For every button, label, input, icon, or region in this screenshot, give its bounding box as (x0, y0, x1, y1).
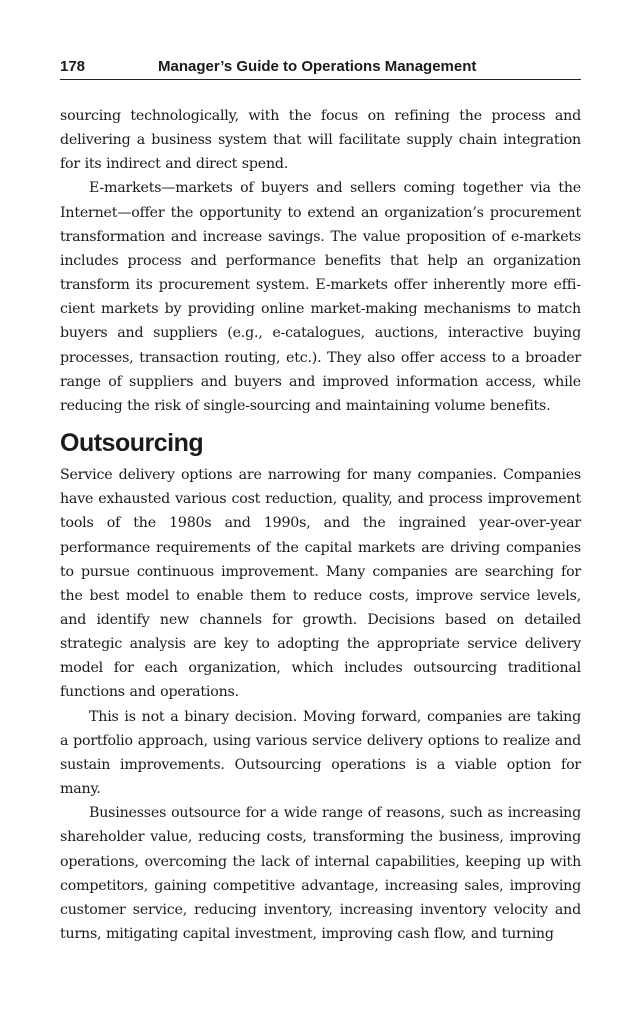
running-title: Manager’s Guide to Operations Management (158, 58, 477, 75)
page-number: 178 (60, 58, 86, 75)
section-heading-outsourcing: Outsourcing (60, 429, 204, 458)
page-body (60, 104, 581, 946)
paragraph-service-delivery: Service delivery options are narrowing for many companies. Companies have exhausted various cost reduction, quality, and process improvement tools of the 1980s and 1990s, and the ingrained year-over-year performance requirements of the capital markets are driving companies to pursue continuous improvement. Many companies are searching for the best model to enable them to reduce costs, improve service levels, and identify new channels for growth. Decisions based on detailed strategic analysis are key to adopting the appropriate service delivery model for each organization, which includes outsourcing traditional functions and operations. (60, 467, 581, 701)
book-page (60, 0, 581, 1024)
paragraph-continued: sourcing technologically, with the focus on refining the process and delivering a business system that will facilitate supply chain integration for its indirect and direct spend. (60, 108, 581, 173)
paragraph-e-markets: E-markets—markets of buyers and sellers coming together via the Internet—offer the opportunity to extend an organization’s procurement transformation and increase savings. The value proposition of e-markets includes process and performance benefits that help an organization transform its procurement system. E-markets offer inherently more efficient markets by providing online market-making mechanisms to match buyers and suppliers (e.g., e-catalogues, auctions, interactive buying processes, transaction routing, etc.). They also offer access to a broader range of suppliers and buyers and improved information access, while reducing the risk of single-sourcing and maintaining volume benefits. (60, 180, 581, 414)
paragraph-outsource-reasons: Businesses outsource for a wide range of reasons, such as increasing shareholder value, reducing costs, transforming the business, improving operations, overcoming the lack of internal capabilities, keeping up with competitors, gaining competitive advantage, increasing sales, improving customer service, reducing inventory, increasing inventory velocity and turns, mitigating capital investment, improving cash flow, and turning (60, 805, 581, 942)
running-header (60, 57, 581, 80)
paragraph-binary-decision: This is not a binary decision. Moving forward, companies are taking a portfolio approach, using various service delivery options to realize and sustain improvements. Outsourcing operations is a viable option for many. (60, 708, 581, 798)
